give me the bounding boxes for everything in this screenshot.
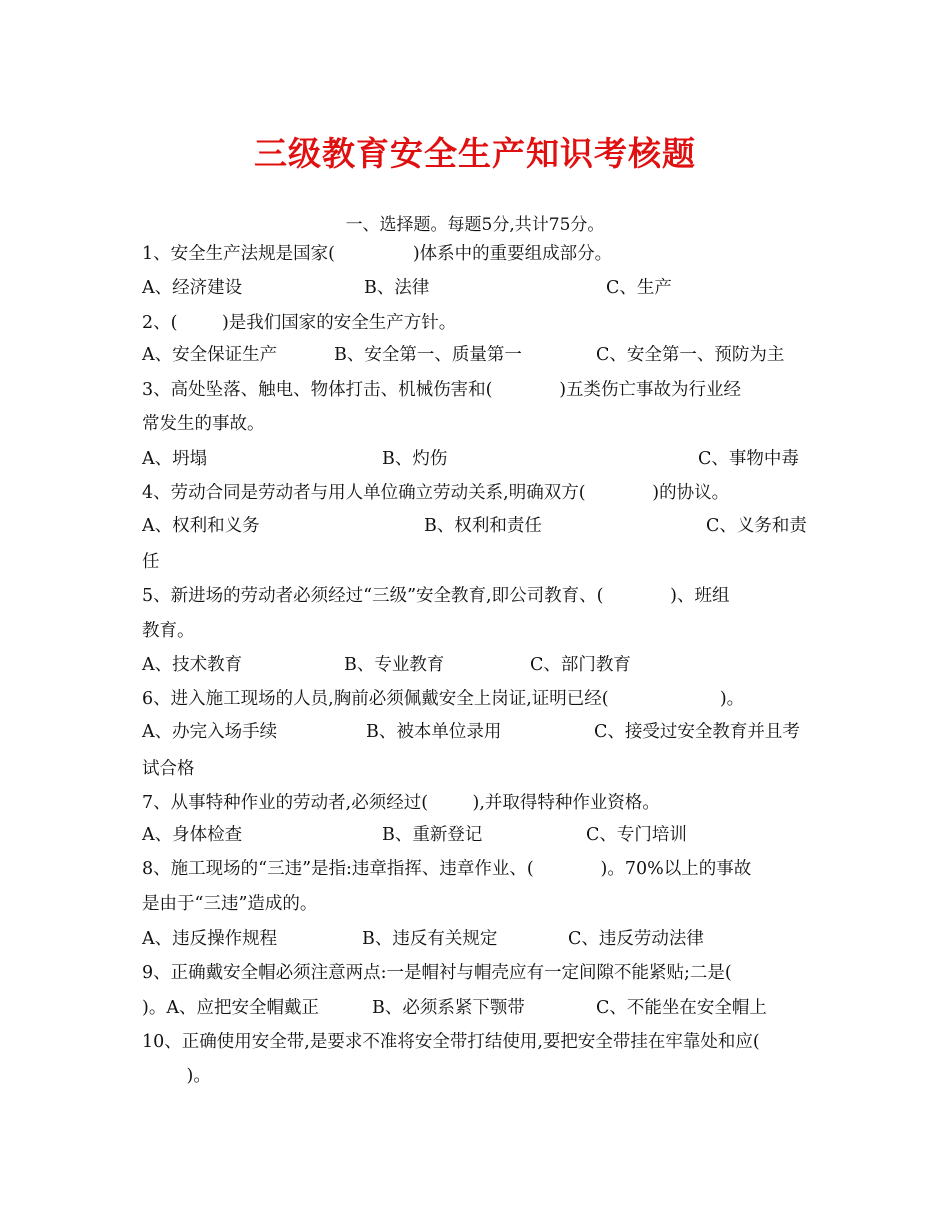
question-4-option-b: B、权利和责任 [424,516,542,536]
question-2-option-c: C、安全第一、预防为主 [596,345,785,365]
question-9-option-b: B、必须系紧下颚带 [372,998,525,1018]
question-3-option-a: A、坍塌 [142,449,208,469]
question-3-stem-line-2: 常发生的事故。 [142,414,265,434]
question-8-option-c: C、违反劳动法律 [568,929,704,949]
question-4-option-c-wrap: 任 [142,552,160,572]
question-3-option-c: C、事物中毒 [698,449,799,469]
question-5-option-c: C、部门教育 [530,655,631,675]
question-6-option-b: B、被本单位录用 [366,722,502,742]
question-9-stem-line-2: )。A、应把安全帽戴正 [142,998,319,1018]
question-9-stem-line-1: 9、正确戴安全帽必须注意两点:一是帽衬与帽壳应有一定间隙不能紧贴;二是( [142,963,732,983]
page-title: 三级教育安全生产知识考核题 [254,134,696,173]
question-6-option-c: C、接受过安全教育并且考 [594,722,800,742]
question-7-stem: 7、从事特种作业的劳动者,必须经过( ),并取得特种作业资格。 [142,793,660,813]
question-1-option-c: C、生产 [606,278,672,298]
question-7-option-c: C、专门培训 [586,825,687,845]
question-8-stem-line-1: 8、施工现场的“三违”是指:违章指挥、违章作业、( )。70%以上的事故 [142,859,752,879]
question-1-option-a: A、经济建设 [142,278,243,298]
question-10-stem-line-2: )。 [142,1066,211,1086]
question-4-stem: 4、劳动合同是劳动者与用人单位确立劳动关系,明确双方( )的协议。 [142,483,730,503]
question-5-stem-line-2: 教育。 [142,621,195,641]
question-3-stem-line-1: 3、高处坠落、触电、物体打击、机械伤害和( )五类伤亡事故为行业经 [142,380,742,400]
question-9-option-c: C、不能坐在安全帽上 [596,998,767,1018]
question-10-stem-line-1: 10、正确使用安全带,是要求不准将安全带打结使用,要把安全带挂在牢靠处和应( [142,1032,760,1052]
question-6-option-c-wrap: 试合格 [142,759,195,779]
question-4-option-a: A、权利和义务 [142,516,260,536]
question-5-option-b: B、专业教育 [344,655,445,675]
question-6-stem: 6、进入施工现场的人员,胸前必须佩戴安全上岗证,证明已经( )。 [142,689,745,709]
question-3-option-b: B、灼伤 [382,449,448,469]
question-7-option-a: A、身体检查 [142,825,243,845]
question-6-option-a: A、办完入场手续 [142,722,278,742]
question-8-stem-line-2: 是由于“三违”造成的。 [142,894,318,914]
question-2-option-b: B、安全第一、质量第一 [334,345,522,365]
question-8-option-b: B、违反有关规定 [362,929,498,949]
question-8-option-a: A、违反操作规程 [142,929,278,949]
question-1-option-b: B、法律 [364,278,430,298]
question-2-option-a: A、安全保证生产 [142,345,278,365]
question-5-stem-line-1: 5、新进场的劳动者必须经过“三级”安全教育,即公司教育、( )、班组 [142,586,730,606]
question-7-option-b: B、重新登记 [382,825,483,845]
question-1-stem: 1、安全生产法规是国家( )体系中的重要组成部分。 [142,244,613,264]
question-4-option-c: C、义务和责 [706,516,807,536]
section-heading: 一、选择题。每题5分,共计75分。 [345,215,605,235]
question-5-option-a: A、技术教育 [142,655,243,675]
question-2-stem: 2、( )是我们国家的安全生产方针。 [142,313,457,333]
